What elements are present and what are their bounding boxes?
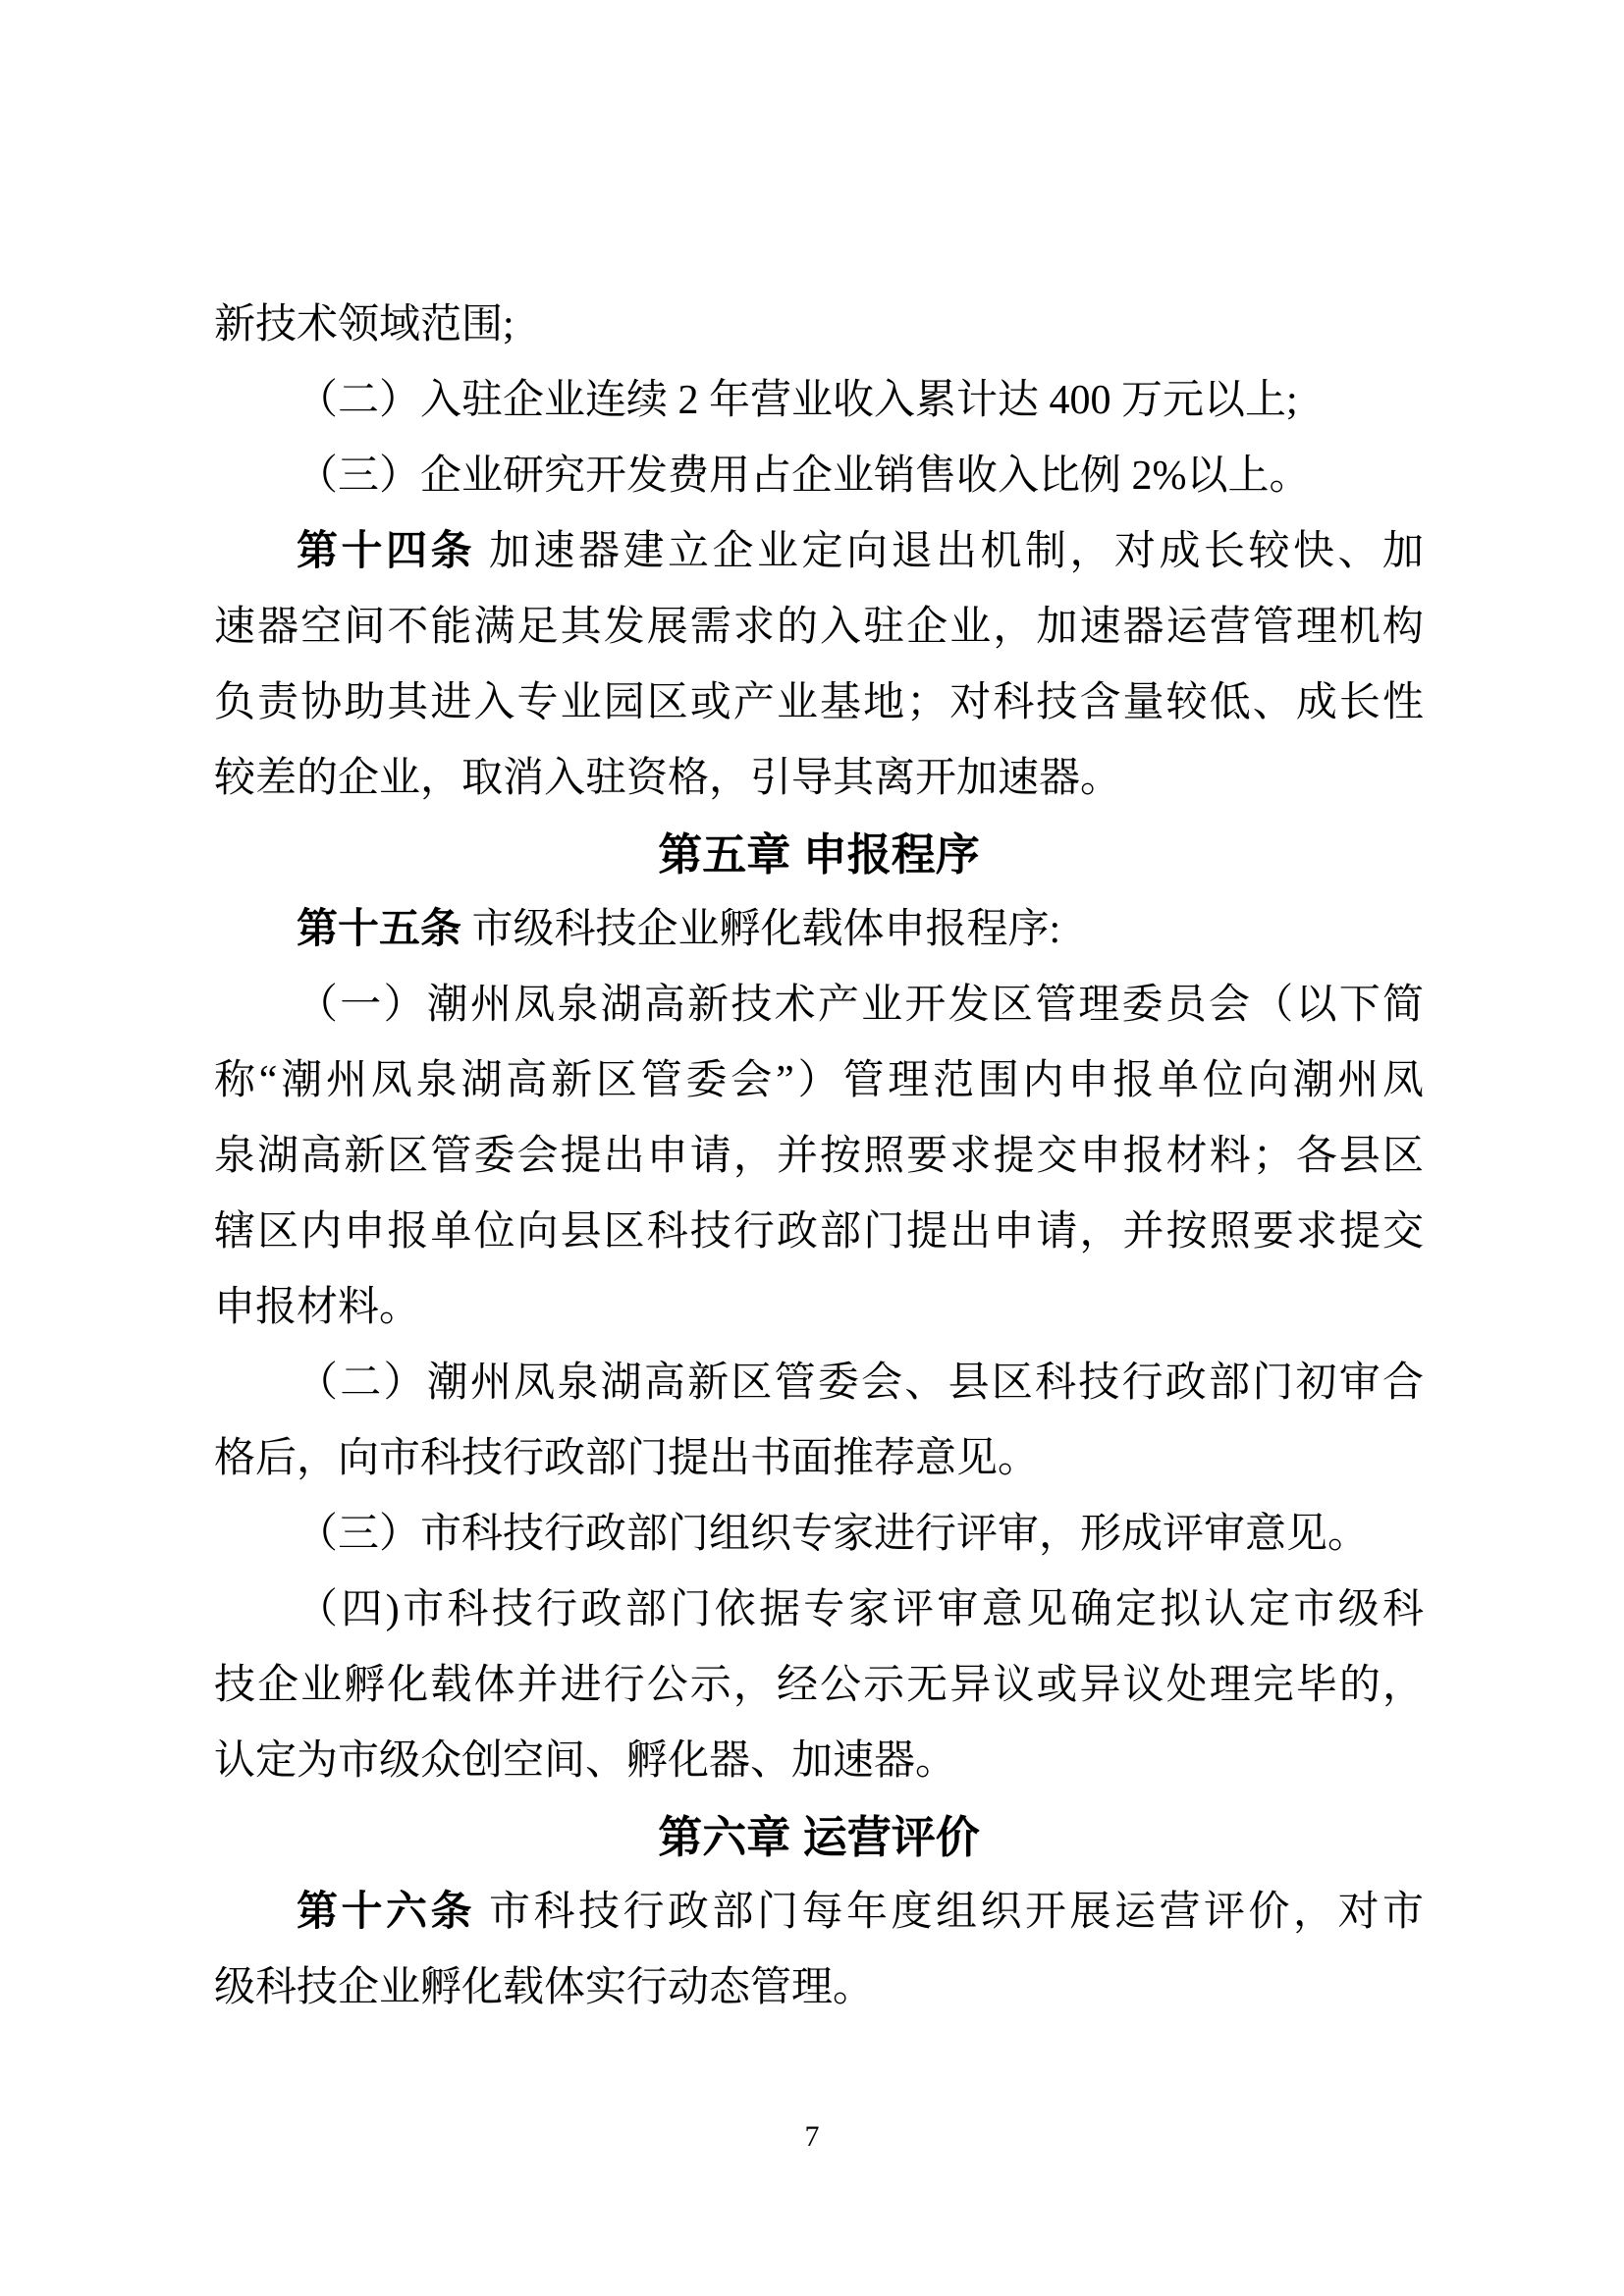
text-line: （三）企业研究开发费用占企业销售收入比例 2%以上。 [297,454,1311,499]
text-line: （四)市科技行政部门依据专家评审意见确定拟认定市级科 [297,1587,1424,1632]
text-line: 负责协助其进入专业园区或产业基地；对科技含量较低、成长性 [214,680,1424,725]
article-number: 第十四条 [297,529,475,574]
text-line: （一）潮州凤泉湖高新技术产业开发区管理委员会（以下简 [297,983,1424,1028]
text-line: （三）市科技行政部门组织专家进行评审，形成评审意见。 [297,1512,1370,1557]
text-line: 级科技企业孵化载体实行动态管理。 [214,1965,875,2010]
text-line: 新技术领域范围; [214,302,514,347]
article-number: 第十五条 [297,907,462,952]
article-number: 第十六条 [297,1890,475,1935]
text-line: 格后，向市科技行政部门提出书面推荐意见。 [214,1436,1040,1481]
text-line: 速器空间不能满足其发展需求的入驻企业，加速器运营管理机构 [214,605,1424,650]
text-line: 称“潮州凤泉湖高新区管委会”）管理范围内申报单位向潮州凤 [214,1058,1424,1103]
chapter-heading-5: 第五章 申报程序 [658,829,980,880]
text-line: 泉湖高新区管委会提出申请，并按照要求提交申报材料；各县区 [214,1134,1424,1179]
text-line-article-15 [214,892,1424,968]
text-line: （二）入驻企业连续 2 年营业收入累计达 400 万元以上; [297,378,1298,423]
text-line: 较差的企业，取消入驻资格，引导其离开加速器。 [214,756,1122,801]
chapter-heading-6: 第六章 运营评价 [658,1812,980,1862]
text-line: 技企业孵化载体并进行公示，经公示无异议或异议处理完毕的， [214,1663,1424,1708]
text-line-article-14 [214,514,1424,590]
text-line: 辖区内申报单位向县区科技行政部门提出申请，并按照要求提交 [214,1209,1424,1255]
page-number: 7 [804,2120,820,2153]
text-line: 认定为市级众创空间、孵化器、加速器。 [214,1738,957,1784]
text-line-article-16 [214,1875,1424,1950]
article-text: 市级科技企业孵化载体申报程序: [461,907,1061,952]
text-line: 申报材料。 [214,1285,421,1330]
text-line: （二）潮州凤泉湖高新区管委会、县区科技行政部门初审合 [297,1361,1424,1406]
article-text: 市科技行政部门每年度组织开展运营评价，对市 [475,1890,1424,1935]
article-text: 加速器建立企业定向退出机制，对成长较快、加 [475,529,1424,574]
text-block [214,288,1424,2026]
